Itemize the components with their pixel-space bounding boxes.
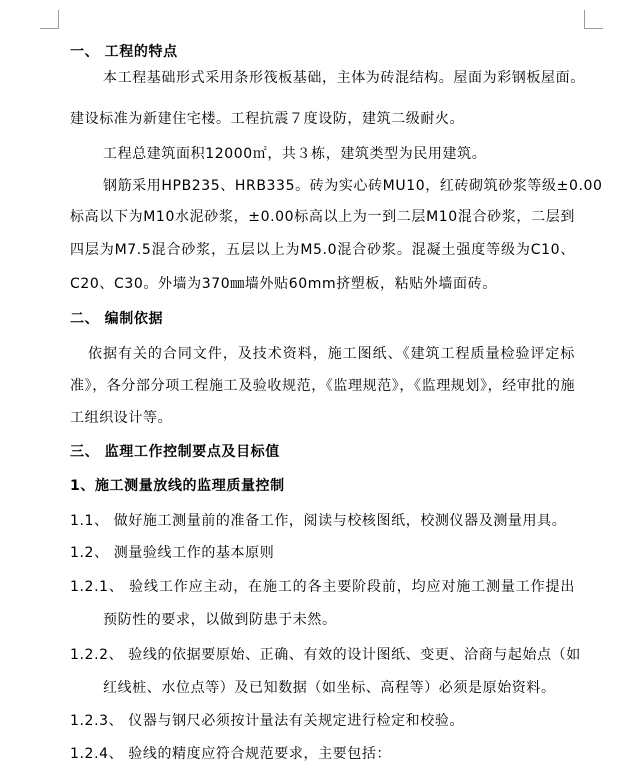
list-item: 1.2.1、 验线工作应主动，在施工的各主要阶段前，均应对施工测量工作提出 <box>70 579 575 595</box>
paragraph-line: 本工程基础形式采用条形筏板基础，主体为砖混结构。屋面为彩钢板屋面。 <box>103 70 585 86</box>
margin-corner-mark-top-left <box>40 10 59 29</box>
section-heading-1: 一、 工程的特点 <box>70 44 178 60</box>
list-item-continuation: 红线桩、水位点等）及已知数据（如坐标、高程等）必须是原始资料。 <box>103 680 556 696</box>
paragraph-line: 准》，各分部分项工程施工及验收规范，《监理规范》，《监理规划》，经审批的施 <box>70 378 576 394</box>
paragraph-line: 工组织设计等。 <box>70 410 173 426</box>
list-item-continuation: 预防性的要求，以做到防患于未然。 <box>103 612 337 628</box>
paragraph-line: 标高以下为M10水泥砂浆，±0.00标高以上为一到二层M10混合砂浆，二层到 <box>70 209 575 225</box>
list-item: 1.2、 测量验线工作的基本原则 <box>70 545 275 561</box>
section-heading-2: 二、 编制依据 <box>70 311 164 327</box>
paragraph-line: 依据有关的合同文件，及技术资料，施工图纸、《建筑工程质量检验评定标 <box>88 346 575 362</box>
list-item: 1.1、 做好施工测量前的准备工作，阅读与校核图纸，校测仪器及测量用具。 <box>70 513 567 529</box>
list-item: 1.2.3、 仪器与钢尺必须按计量法有关规定进行检定和校验。 <box>70 713 465 729</box>
paragraph-line: 钢筋采用HPB235、HRB335。砖为实心砖MU10，红砖砌筑砂浆等级±0.00 <box>103 178 603 194</box>
list-item: 1.2.2、 验线的依据要原始、正确、有效的设计图纸、变更、洽商与起始点（如 <box>70 647 581 663</box>
paragraph-line: 建设标准为新建住宅楼。工程抗震７度设防，建筑二级耐火。 <box>70 111 465 127</box>
paragraph-line: 工程总建筑面积12000㎡，共３栋，建筑类型为民用建筑。 <box>103 146 487 162</box>
list-item: 1.2.4、 验线的精度应符合规范要求，主要包括： <box>70 746 392 762</box>
paragraph-line: 四层为M7.5混合砂浆，五层以上为M5.0混合砂浆。混凝土强度等级为C10、 <box>70 242 575 258</box>
section-heading-3: 三、 监理工作控制要点及目标值 <box>70 444 280 460</box>
subsection-heading: 1、施工测量放线的监理质量控制 <box>70 478 285 494</box>
margin-corner-mark-top-right <box>584 10 603 29</box>
paragraph-line: C20、C30。外墙为370㎜墙外贴60mm挤塑板，粘贴外墙面砖。 <box>70 276 497 292</box>
